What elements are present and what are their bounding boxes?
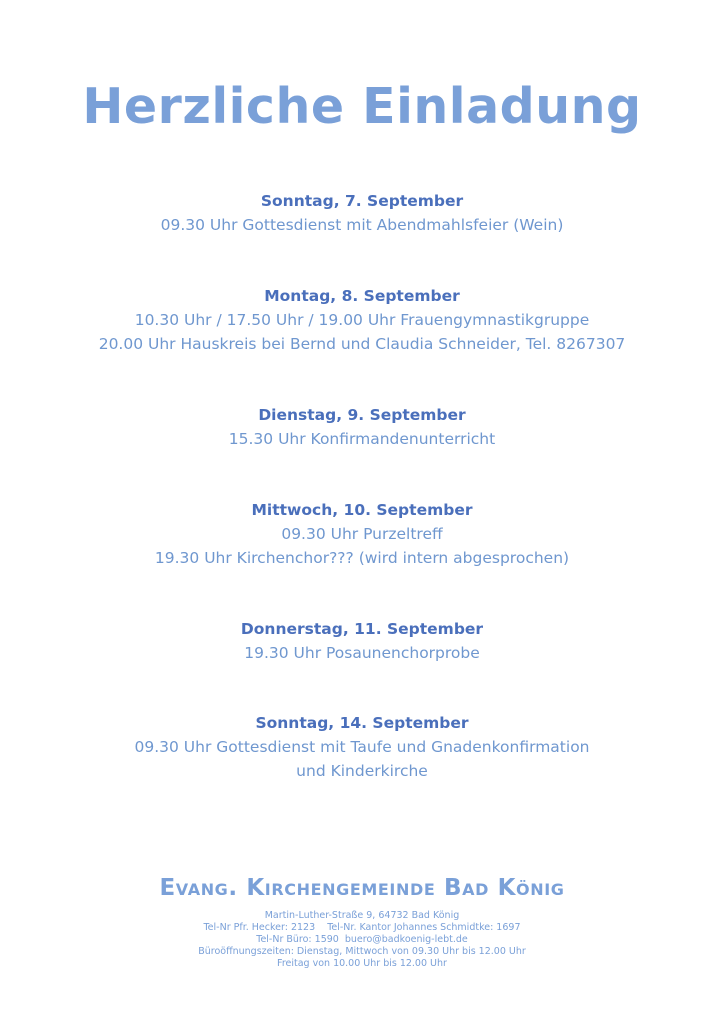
phone-line: Tel-Nr Pfr. Hecker: 2123 Tel-Nr. Kantor Johannes Schmidtke: 1697 <box>203 922 521 933</box>
event-block <box>0 711 724 783</box>
event-day: Montag, 8. September <box>264 287 460 305</box>
event-day: Mittwoch, 10. September <box>251 501 473 519</box>
office-hours-friday-line: Freitag von 10.00 Uhr bis 12.00 Uhr <box>277 958 447 969</box>
event-block <box>0 284 724 356</box>
event-block <box>0 617 724 665</box>
office-contact-line: Tel-Nr Büro: 1590 buero@badkoenig-lebt.de <box>256 934 468 945</box>
event-block <box>0 403 724 451</box>
event-line: 19.30 Uhr Kirchenchor??? (wird intern abgesprochen) <box>154 549 570 567</box>
event-day: Donnerstag, 11. September <box>240 620 484 638</box>
event-day: Sonntag, 14. September <box>255 714 469 732</box>
office-hours-line: Büroöffnungszeiten: Dienstag, Mittwoch von 09.30 Uhr bis 12.00 Uhr <box>198 946 526 957</box>
event-day: Dienstag, 9. September <box>258 406 466 424</box>
event-line: 09.30 Uhr Gottesdienst mit Abendmahlsfeier (Wein) <box>160 216 564 234</box>
event-block <box>0 189 724 237</box>
address-line: Martin-Luther-Straße 9, 64732 Bad König <box>264 910 460 921</box>
organization-name: Evang. Kirchengemeinde Bad König <box>159 875 565 901</box>
contact-block <box>0 910 724 970</box>
event-block <box>0 498 724 570</box>
event-line: 09.30 Uhr Gottesdienst mit Taufe und Gnadenkonfirmation <box>134 738 590 756</box>
event-line: und Kinderkirche <box>296 762 428 780</box>
event-line: 15.30 Uhr Konfirmandenunterricht <box>228 430 496 448</box>
event-line: 19.30 Uhr Posaunenchorprobe <box>244 644 480 662</box>
event-line: 09.30 Uhr Purzeltreff <box>281 525 443 543</box>
event-day: Sonntag, 7. September <box>260 192 464 210</box>
event-line: 10.30 Uhr / 17.50 Uhr / 19.00 Uhr Frauengymnastikgruppe <box>134 311 590 329</box>
event-line: 20.00 Uhr Hauskreis bei Bernd und Claudia Schneider, Tel. 8267307 <box>98 335 626 353</box>
page-title: Herzliche Einladung <box>82 78 642 135</box>
